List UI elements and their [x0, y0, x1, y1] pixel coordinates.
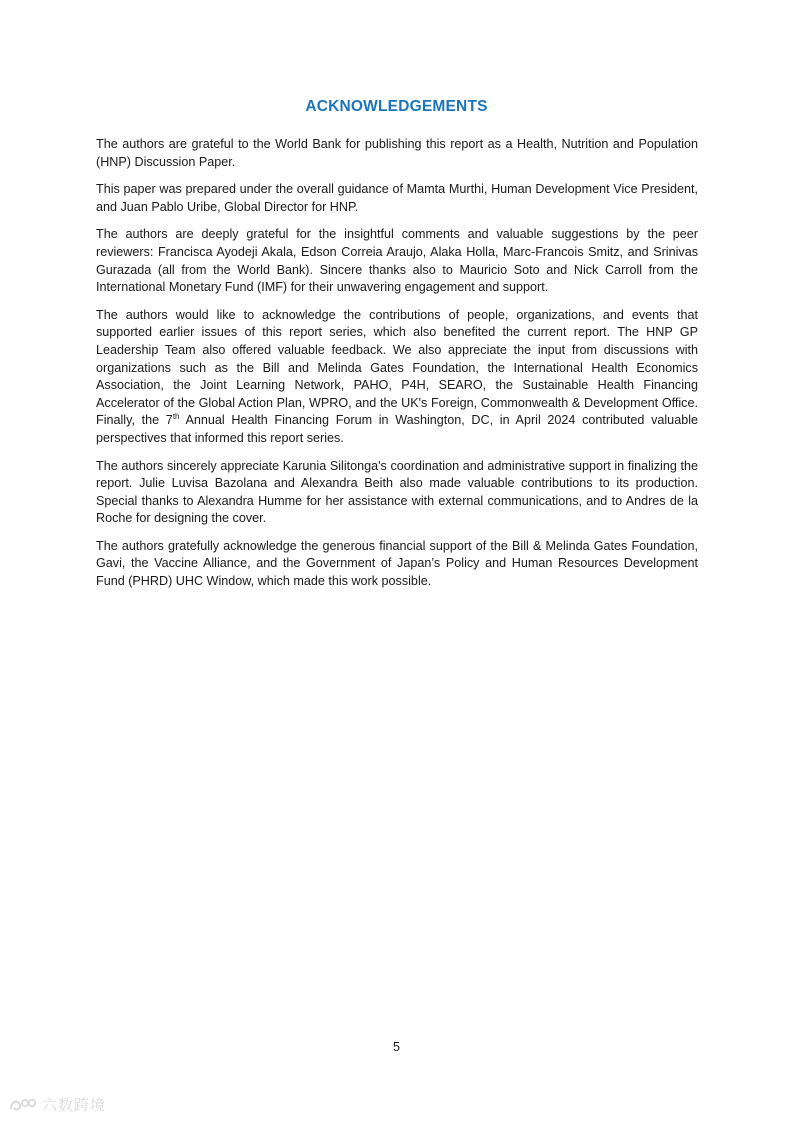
ordinal-superscript: th — [172, 412, 180, 422]
page-number: 5 — [392, 1040, 400, 1054]
paragraph-financial-support: The authors gratefully acknowledge the generous financial support of the Bill & Melinda Gates Foundation, Gavi, the Vaccine Alliance, and the Government of Japan’s Policy and Human Resources Development Fund (PHRD) UHC Window, which made this work possible. — [96, 538, 698, 589]
paragraph-publishing: The authors are grateful to the World Bank for publishing this report as a Health, Nutrition and Population (HNP) Discussion Paper. — [96, 137, 698, 169]
watermark-logo-icon — [8, 1095, 38, 1115]
watermark — [8, 1094, 106, 1115]
page-title: ACKNOWLEDGEMENTS — [305, 98, 488, 115]
paragraph-contributions — [96, 307, 698, 448]
paragraph-guidance: This paper was prepared under the overall guidance of Mamta Murthi, Human Development Vice President, and Juan Pablo Uribe, Global Director for HNP. — [96, 182, 698, 214]
watermark-text: 六数跨境 — [42, 1096, 107, 1114]
paragraph-peer-reviewers: The authors are deeply grateful for the insightful comments and valuable suggestions by the peer reviewers: Francisca Ayodeji Akala, Edson Correia Araujo, Alaka Holla, Marc-Francois Smitz, and Srinivas Gurazada (all from the World Bank). Sincere thanks also to Mauricio Soto and Nick Carroll from the International Monetary Fund (IMF) for their unwavering engagement and support. — [96, 227, 698, 295]
paragraph-contributions-part1: The authors would like to acknowledge the contributions of people, organizations, and events that supported earlier issues of this report series, which also benefited the current report. The HNP GP Leadership Team also offered valuable feedback. We also appreciate the input from discussions with organizations such as the Bill and Melinda Gates Foundation, the International Health Economics Association, the Joint Learning Network, PAHO, P4H, SEARO, the Sustainable Health Financing Accelerator of the Global Action Plan, WPRO, and the UK's Foreign, Commonwealth & Development Office. Finally, the 7 — [96, 307, 698, 428]
paragraph-coordination: The authors sincerely appreciate Karunia Silitonga's coordination and administrative support in finalizing the report. Julie Luvisa Bazolana and Alexandra Beith also made valuable contributions to its production. Special thanks to Alexandra Humme for her assistance with external communications, and to Andres de la Roche for designing the cover. — [96, 458, 698, 526]
body-text — [96, 136, 698, 601]
paragraph-contributions-part2: Annual Health Financing Forum in Washington, DC, in April 2024 contributed valuable perspectives that informed this report series. — [96, 413, 699, 445]
